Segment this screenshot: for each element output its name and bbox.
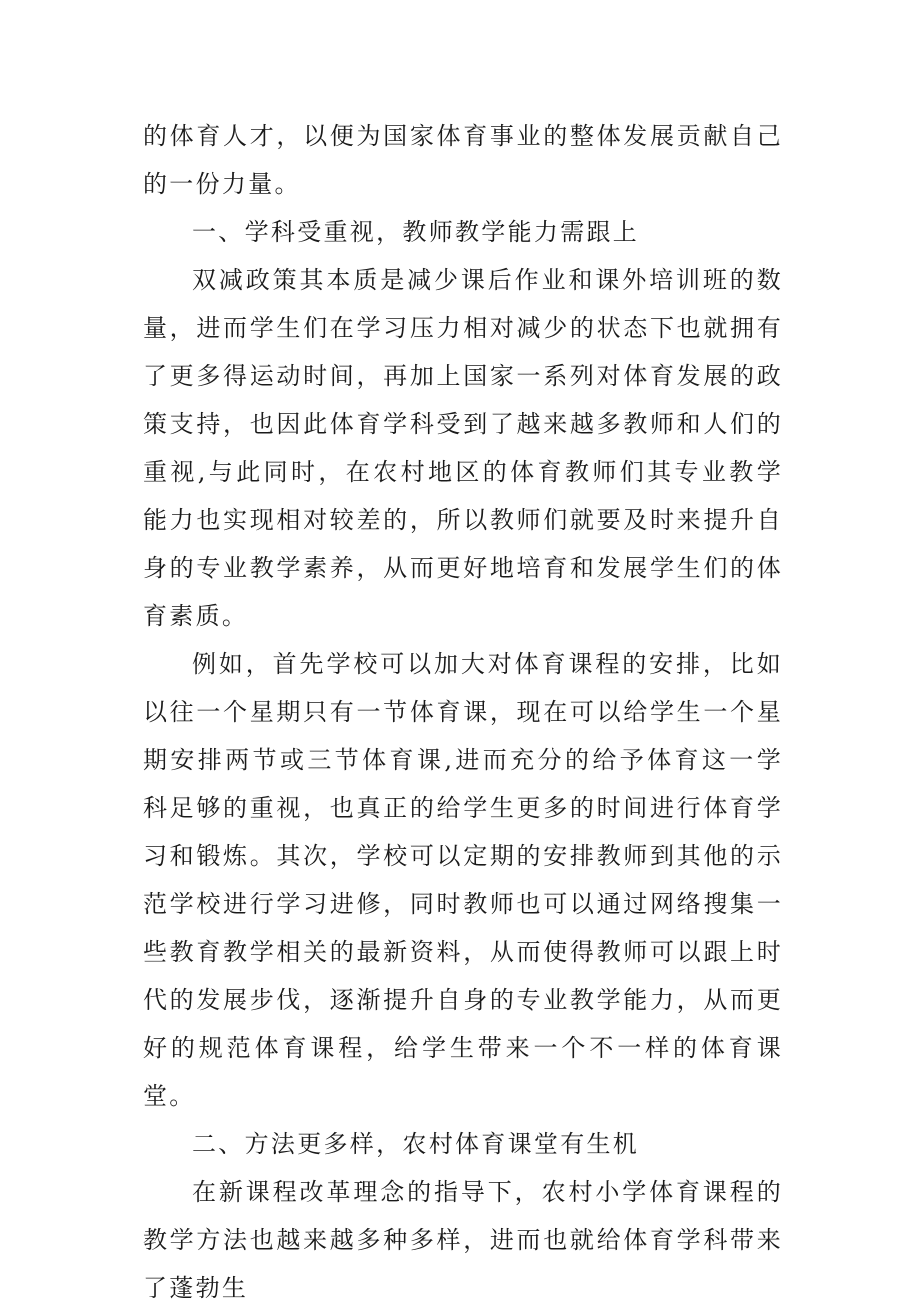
- paragraph-example: 例如，首先学校可以加大对体育课程的安排，比如以往一个星期只有一节体育课，现在可以给学生一个星期安排两节或三节体育课,进而充分的给予体育这一学科足够的重视，也真正的给学生更多的时间进行体育学习和锻炼。其次，学校可以定期的安排教师到其他的示范学校进行学习进修，同时教师也可以通过网络搜集一些教育教学相关的最新资料，从而使得教师可以跟上时代的发展步伐，逐渐提升自身的专业教学能力，从而更好的规范体育课程，给学生带来一个不一样的体育课堂。: [143, 650, 783, 1110]
- section-heading-1: 一、学科受重视，教师教学能力需跟上: [192, 218, 640, 246]
- document-page: [143, 112, 783, 1312]
- section-heading-2: 二、方法更多样，农村体育课堂有生机: [192, 1130, 640, 1158]
- paragraph-new-curriculum: 在新课程改革理念的指导下，农村小学体育课程的教学方法也越来越多种多样，进而也就给体育学科带来了蓬勃生: [143, 1178, 783, 1302]
- paragraph-continuation: 的体育人才，以便为国家体育事业的整体发展贡献自己的一份力量。: [143, 122, 783, 198]
- paragraph-double-reduction: 双减政策其本质是减少课后作业和课外培训班的数量，进而学生们在学习压力相对减少的状态下也就拥有了更多得运动时间，再加上国家一系列对体育发展的政策支持，也因此体育学科受到了越来越多教师和人们的重视,与此同时，在农村地区的体育教师们其专业教学能力也实现相对较差的，所以教师们就要及时来提升自身的专业教学素养，从而更好地培育和发展学生们的体育素质。: [143, 266, 783, 630]
